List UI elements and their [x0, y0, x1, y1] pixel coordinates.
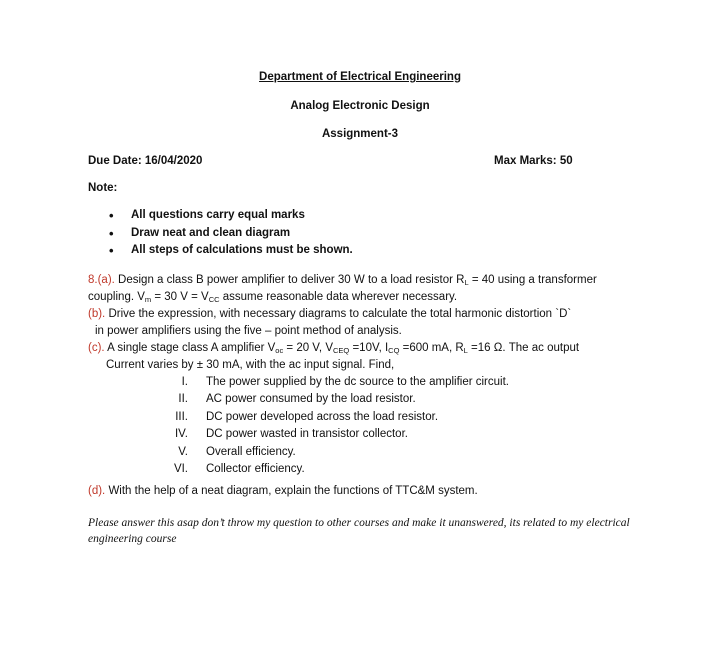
- item-number: III.: [175, 411, 188, 423]
- question-c-line2: Current varies by ± 30 mA, with the ac input signal. Find,: [106, 359, 395, 371]
- note-item: • All steps of calculations must be shown.: [103, 242, 353, 260]
- question-d-label: (d).: [88, 485, 106, 497]
- item-number: VI.: [173, 463, 188, 475]
- item-text: Collector efficiency.: [206, 463, 305, 475]
- notes-list: [103, 207, 353, 260]
- question-c-line1: (c). A single stage class A amplifier $V_{oc} = 20$ V, $V_{CEQ} =10V$, $I_{CQ} =600$ mA, $R_L =16$ Ω. The ac output: [88, 342, 580, 355]
- item-text: The power supplied by the dc source to the amplifier circuit.: [206, 376, 509, 388]
- question-b-line1: (b). Drive the expression, with necessary diagrams to calculate the total harmonic distortion `D`: [88, 308, 572, 320]
- question-a-line2: coupling. $V_m = 30$ $V = V_{CC}$ assume reasonable data wherever necessary.: [88, 291, 458, 304]
- note-item: • Draw neat and clean diagram: [103, 225, 353, 243]
- question-a-line1: 8.(a). Design a class B power amplifier to deliver 30 W to a load resistor $R_L = 40$ using a transformer: [88, 274, 597, 287]
- question-a-label: 8.(a).: [88, 274, 115, 286]
- item-number: V.: [178, 446, 188, 458]
- department-title: Department of Electrical Engineering: [259, 71, 461, 83]
- footnote: Please answer this asap don’t throw my question to other courses and make it unanswered, its related to my electrical engineering course: [88, 517, 630, 545]
- due-date: Due Date: 16/04/2020: [88, 155, 203, 167]
- item-text: Overall efficiency.: [206, 446, 296, 458]
- assignment-title: Assignment-3: [321, 128, 399, 140]
- course-title: Analog Electronic Design: [290, 100, 430, 112]
- question-b-label: (b).: [88, 308, 106, 320]
- question-b-line2: in power amplifiers using the five – point method of analysis.: [95, 325, 402, 337]
- item-text: DC power wasted in transistor collector.: [206, 428, 408, 440]
- item-number: II.: [178, 393, 188, 405]
- max-marks: Max Marks: 50: [494, 155, 573, 167]
- note-item: • All questions carry equal marks: [103, 207, 353, 225]
- item-text: DC power developed across the load resistor.: [206, 411, 439, 423]
- note-label: Note:: [88, 182, 118, 194]
- item-number: I.: [181, 376, 188, 388]
- question-d-line: (d). With the help of a neat diagram, explain the functions of TTC&M system.: [88, 485, 478, 497]
- question-c-label: (c).: [88, 342, 105, 354]
- item-text: AC power consumed by the load resistor.: [206, 393, 416, 405]
- item-number: IV.: [174, 428, 188, 440]
